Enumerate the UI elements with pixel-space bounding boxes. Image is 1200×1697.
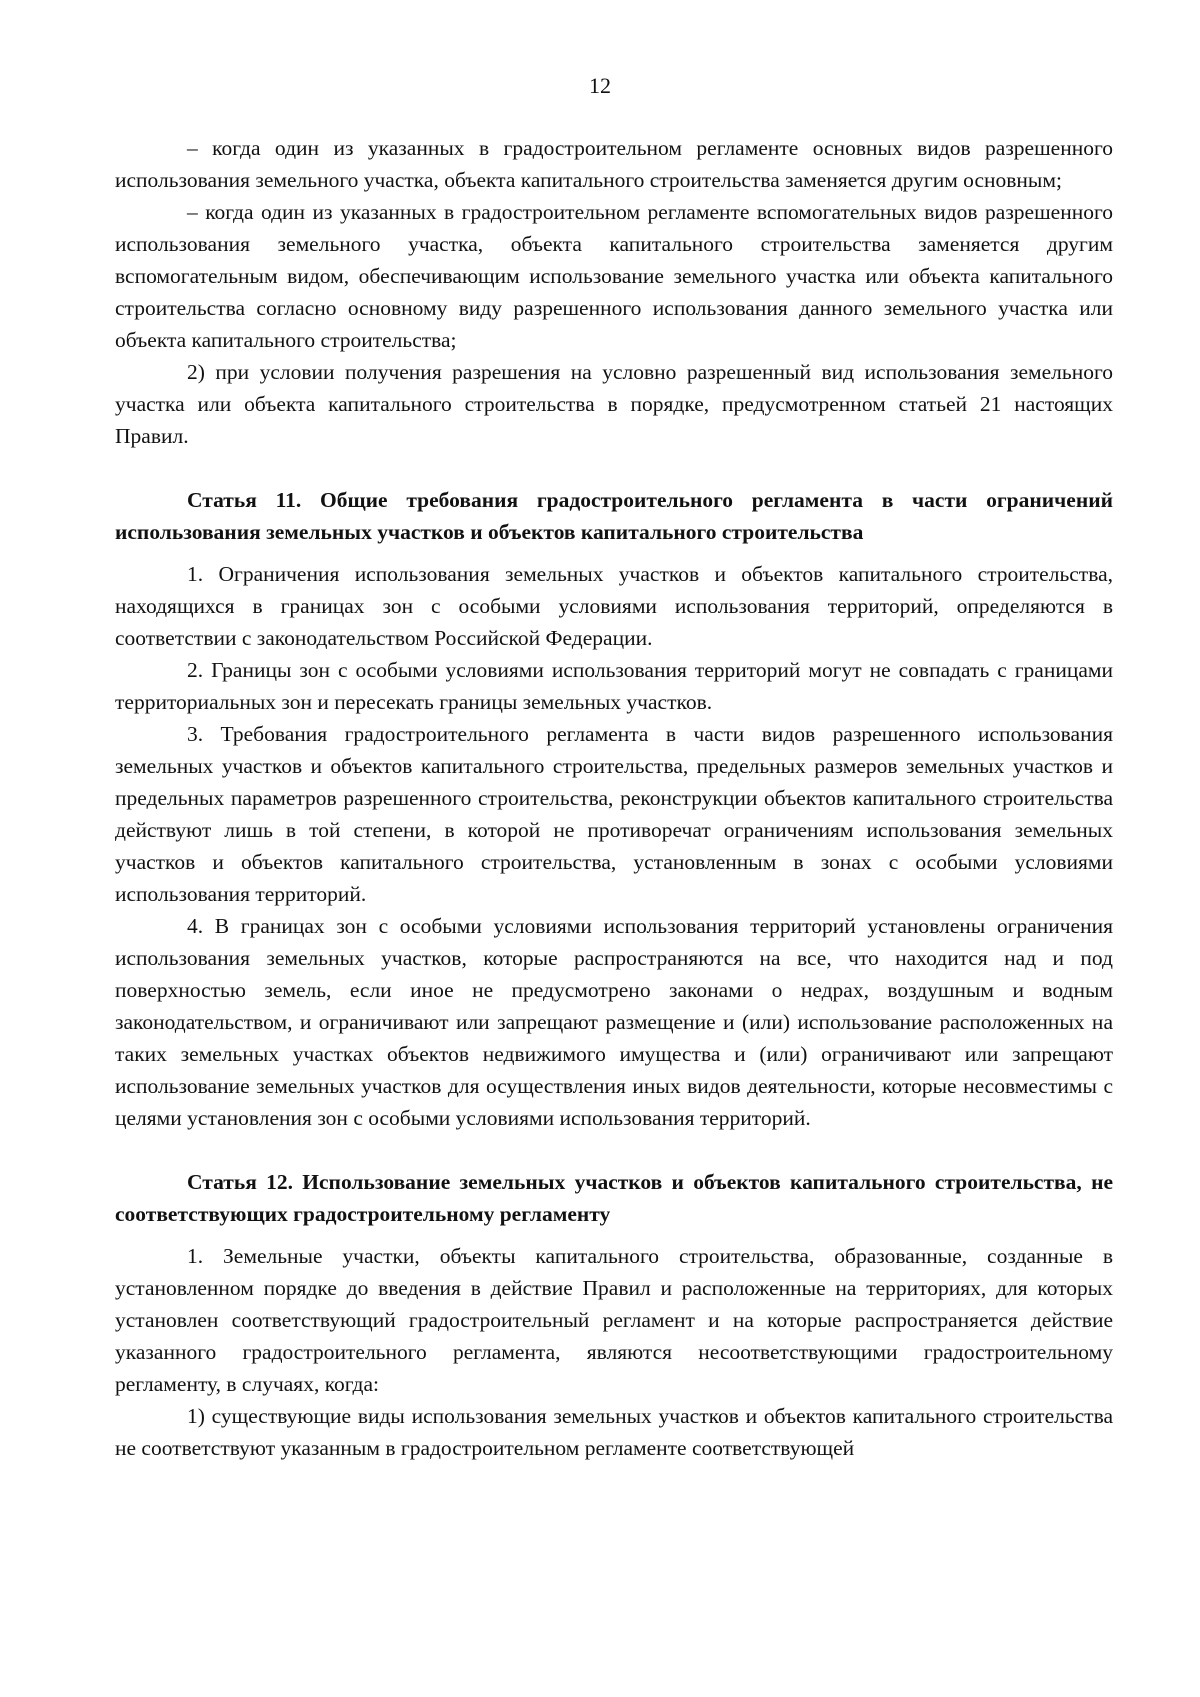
- article-11-item-4: 4. В границах зон с особыми условиями использования территорий установлены ограничения использования земельных участков, которые распространяются на все, что находится над и под поверхностью земель, если иное не предусмотрено законами о недрах, воздушным и водным законодательством, и ограничивают или запрещают размещение и (или) использование расположенных на таких земельных участках объектов недвижимого имущества и (или) ограничивают или запрещают использование земельных участков для осуществления иных видов деятельности, которые несовместимы с целями установления зон с особыми условиями использования территорий.: [115, 914, 1113, 1130]
- page-number: 12: [589, 73, 611, 98]
- paragraph-auxiliary-type-replacement: – когда один из указанных в градостроительном регламенте вспомогательных видов разрешенного использования земельного участка, объекта капитального строительства заменяется другим вспомогательным видом, обеспечивающим использование земельного участка или объекта капитального строительства согласно основному виду разрешенного использования данного земельного участка или объекта капитального строительства;: [115, 200, 1113, 352]
- article-12-subitem-1: 1) существующие виды использования земельных участков и объектов капитального строительства не соответствуют указанным в градостроительном регламенте соответствующей: [115, 1404, 1113, 1460]
- article-12-heading: Статья 12. Использование земельных участков и объектов капитального строительства, не соответствующих градостроительному регламенту: [115, 1170, 1113, 1226]
- document-body: [115, 132, 1113, 1464]
- paragraph-conditional-permit: 2) при условии получения разрешения на условно разрешенный вид использования земельного участка или объекта капитального строительства в порядке, предусмотренном статьей 21 настоящих Правил.: [115, 360, 1113, 448]
- paragraph-main-type-replacement: – когда один из указанных в градостроительном регламенте основных видов разрешенного использования земельного участка, объекта капитального строительства заменяется другим основным;: [115, 136, 1113, 192]
- article-11-heading: Статья 11. Общие требования градостроительного регламента в части ограничений использования земельных участков и объектов капитального строительства: [115, 488, 1113, 544]
- spacer: [115, 452, 1113, 484]
- spacer: [115, 1134, 1113, 1166]
- article-11-item-3: 3. Требования градостроительного регламента в части видов разрешенного использования земельных участков и объектов капитального строительства, предельных размеров земельных участков и предельных параметров разрешенного строительства, реконструкции объектов капитального строительства действуют лишь в той степени, в которой не противоречат ограничениям использования земельных участков и объектов капитального строительства, установленным в зонах с особыми условиями использования территорий.: [115, 722, 1113, 906]
- article-12-item-1: 1. Земельные участки, объекты капитального строительства, образованные, созданные в установленном порядке до введения в действие Правил и расположенные на территориях, для которых установлен соответствующий градостроительный регламент и на которые распространяется действие указанного градостроительного регламента, являются несоответствующими градостроительному регламенту, в случаях, когда:: [115, 1244, 1113, 1396]
- spacer: [115, 1230, 1113, 1240]
- article-11-item-1: 1. Ограничения использования земельных участков и объектов капитального строительства, находящихся в границах зон с особыми условиями использования территорий, определяются в соответствии с законодательством Российской Федерации.: [115, 562, 1113, 650]
- article-11-item-2: 2. Границы зон с особыми условиями использования территорий могут не совпадать с границами территориальных зон и пересекать границы земельных участков.: [115, 658, 1113, 714]
- spacer: [115, 548, 1113, 558]
